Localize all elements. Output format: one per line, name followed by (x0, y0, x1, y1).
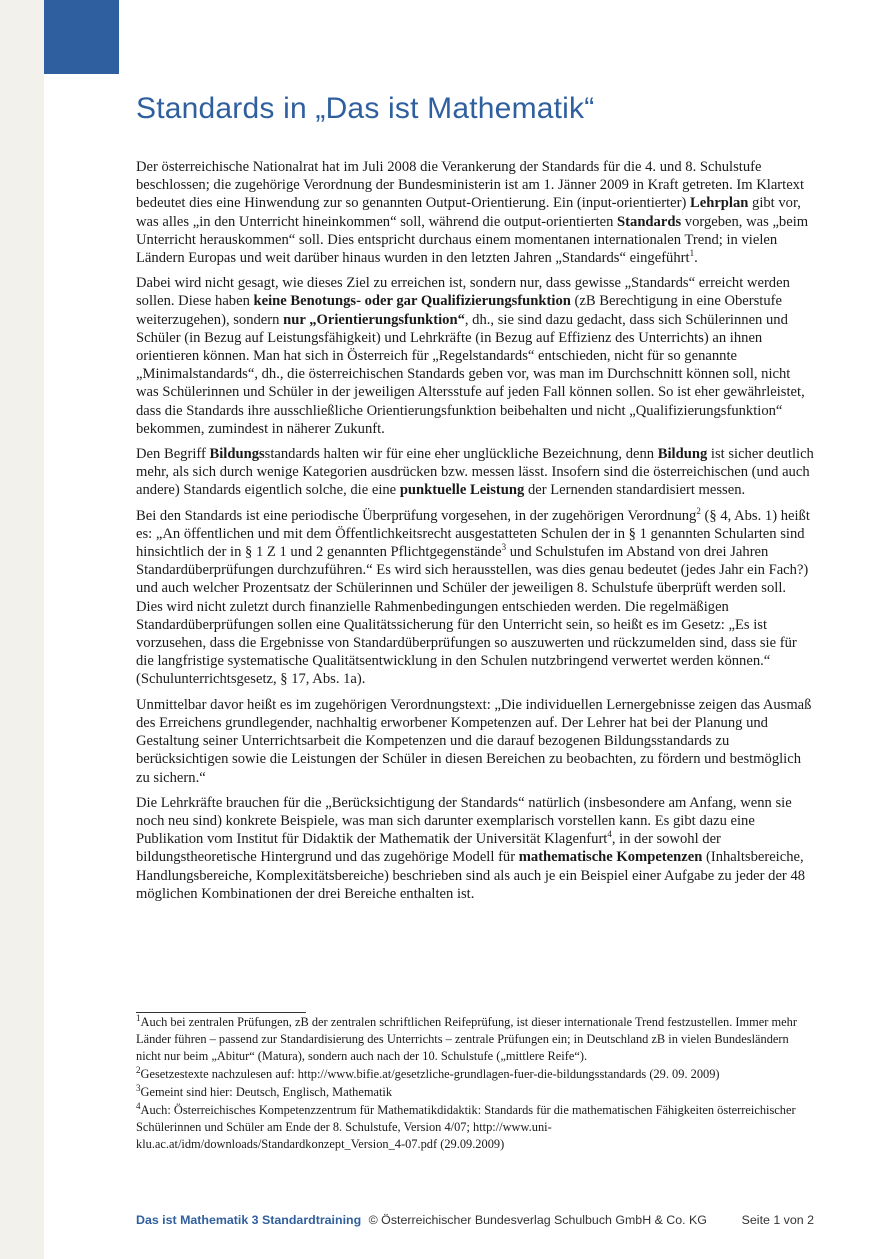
text-run: (§ 4, Abs. 1) heißt es: „An öffentlichen und mit dem Öffentlichkeitsrecht ausgestatteten Schulen der in § 1 genannten Schularten sind hinsichtlich der in § 1 Z 1 und 2 genannten Pflichtgegenstände (136, 507, 810, 561)
text-run: vorgeben, was „beim Unterricht herauskommen“ soll. Dies entspricht durchaus einem momentanen internationalen Trend; in vielen Ländern Europas und weit darüber hinaus wurden in den letzten Jahren „Standards“ eingeführt (136, 213, 809, 267)
text-run: (zB Berechtigung in eine Oberstufe weiterzugehen), sondern (136, 293, 782, 328)
document-body (136, 86, 814, 910)
footnote (136, 1084, 814, 1101)
left-margin-strip (0, 0, 44, 1259)
footnote-text: Gemeint sind hier: Deutsch, Englisch, Mathematik (140, 1085, 393, 1099)
page-title: Standards in „Das ist Mathematik“ (136, 92, 595, 125)
bold-text: nur „Orientierungsfunktion“ (283, 311, 465, 328)
page-footer (136, 1211, 814, 1231)
paragraph-container (136, 158, 814, 903)
bold-text: mathematische Kompetenzen (518, 849, 703, 866)
header-color-tab (44, 0, 119, 74)
text-run: und Schulstufen im Abstand von drei Jahren Standardüberprüfungen durchzuführen.“ Es wird sich herausstellen, was dies genau bedeutet (jedes Jahr ein Fach?) und auch welcher Prozentsatz der Schülerinnen und Schüler der jeweiligen 8. Schulstufe überprüft werden soll. Dies wird nicht zuletzt durch finanzielle Rahmenbedingungen entschieden werden. Die regelmäßigen Standardüberprüfungen sollen eine Qualitätssicherung für den Unterricht sein, so heißt es im Gesetz: „Es ist vorzusehen, dass die Ergebnisse von Standardüberprüfungen so auszuwerten und rückzumelden sind, dass sie für die langfristige systematische Qualitätsentwicklung in den Schulen nutzbringend verwertet werden können.“ (Schulunterrichtsgesetz, § 17, Abs. 1a). (136, 544, 809, 688)
text-run: Den Begriff (136, 446, 210, 463)
bold-text: Bildungs (209, 446, 265, 463)
footnotes (136, 1014, 814, 1153)
text-run: Der österreichische Nationalrat hat im Juli 2008 die Verankerung der Standards für die 4. und 8. Schulstufe beschlossen; die zugehörige Verordnung der Bundesministerin ist am 1. Jänner 2009 in Kraft getreten. Im Klartext bedeutet dies eine Hinwendung zur so genannten Output-Orientierung. Ein (input-orientierter) (136, 159, 805, 212)
text-run: Die Lehrkräfte brauchen für die „Berücksichtigung der Standards“ natürlich (insbesondere am Anfang, wenn sie noch neu sind) konkrete Beispiele, was man sich darunter exemplarisch vorstellen kann. Es gibt dazu eine Publikation vom Institut für Didaktik der Mathematik der Universität Klagenfurt (136, 794, 792, 848)
paragraph (136, 696, 814, 787)
footnote (136, 1014, 814, 1065)
text-run: (Inhaltsbereiche, Handlungsbereiche, Komplexitätsbereiche) beschrieben sind als auch je ein Beispiel einer Aufgabe zu jeder der 48 möglichen Kombinationen der drei Bereiche enthalten ist. (136, 849, 806, 902)
bold-text: Standards (617, 213, 682, 230)
text-run: . (694, 250, 698, 267)
footnote-number: 3 (136, 1082, 141, 1093)
text-run: ist sicher deutlich mehr, als sich durch wenige Kategorien ausdrücken bzw. messen lässt. Insofern sind die österreichischen (und auch andere) Standards eigentlich solche, die eine (136, 446, 814, 499)
footnote-ref: 2 (696, 505, 701, 516)
bold-text: keine Benotungs- oder gar Qualifizierungsfunktion (253, 293, 571, 310)
footnote (136, 1066, 814, 1083)
footnote-text: Auch: Österreichisches Kompetenzzentrum für Mathematikdidaktik: Standards für die mathematischen Fähigkeiten österreichischer Schülerinnen und Schüler am Ende der 8. Schulstufe, Version 4/07; http://www.uni-klu.ac.at/idm/downloads/Standardkonzept_Version_4-07.pdf (29.09.2009) (136, 1103, 796, 1151)
text-run: , dh., sie sind dazu gedacht, dass sich Schülerinnen und Schüler (in Bezug auf Leistungsfähigkeit) und Lehrkräfte (in Bezug auf Effizienz des Unterrichts) an ihnen orientieren können. Man hat sich in Österreich für „Regelstandards“ entschieden, nicht für so genannte „Minimalstandards“, dh., die österreichischen Standards geben vor, was man im Durchschnitt können soll, nicht was Schülerinnen und Schüler in der jeweiligen Altersstufe auf jeden Fall können sollen. So ist eher gewährleistet, dass die Standards ihre ausschließliche Orientierungsfunktion beibehalten und nicht „Qualifizierungsfunktion“ bekommen, zumindest in näherer Zukunft. (136, 311, 805, 437)
page-number: Seite 1 von 2 (741, 1213, 814, 1227)
text-run: Unmittelbar davor heißt es im zugehörigen Verordnungstext: „Die individuellen Lernergebnisse zeigen das Ausmaß des Erreichens grundlegender, nachhaltig erworbener Kompetenzen auf. Der Lehrer hat bei der Planung und Gestaltung seiner Unterrichtsarbeit die Kompetenzen und die darauf bezogenen Bildungsstandards zu berücksichtigen sowie die Leistungen der Schüler in diesen Bereichen zu beobachten, zu fördern und bestmöglich zu sichern.“ (136, 696, 812, 786)
bold-text: Bildung (657, 446, 708, 463)
footnote-ref: 4 (607, 829, 612, 840)
paragraph (136, 507, 814, 689)
footnote-text: Auch bei zentralen Prüfungen, zB der zentralen schriftlichen Reifeprüfung, ist dieser internationale Trend festzustellen. Immer mehr Länder führen – passend zur Standardisierung des Unterrichts – zentrale Prüfungen ein; in Deutschland zB in vielen Bundesländern nicht nur beim „Abitur“ (Matura), sondern auch nach der 10. Schulstufe („mittlere Reife“). (136, 1015, 797, 1063)
footnote-ref: 3 (501, 542, 507, 553)
paragraph (136, 794, 814, 903)
footnote (136, 1102, 814, 1153)
paragraph (136, 158, 814, 267)
paragraph (136, 445, 814, 500)
paragraph (136, 274, 814, 438)
text-run: der Lernenden standardisiert messen. (524, 482, 746, 499)
footnote-separator (136, 1012, 306, 1013)
footnote-number: 4 (136, 1100, 141, 1111)
text-run: Bei den Standards ist eine periodische Überprüfung vorgesehen, in der zugehörigen Verordnung (136, 507, 697, 524)
footnote-number: 1 (136, 1012, 141, 1023)
text-run: standards halten wir für eine eher unglückliche Bezeichnung, denn (264, 446, 658, 463)
text-run: Dabei wird nicht gesagt, wie dieses Ziel zu erreichen ist, sondern nur, dass gewisse „Standards“ erreicht werden sollen. Diese haben (136, 275, 790, 310)
text-run: gibt vor, was alles „in den Unterricht hineinkommen“ soll, während die output-orientierten (136, 195, 801, 230)
bold-text: Lehrplan (690, 195, 749, 212)
text-run: , in der sowohl der bildungstheoretische Hintergrund und das zugehörige Modell für (136, 831, 721, 866)
footnote-text: Gesetzestexte nachzulesen auf: http://www.bifie.at/gesetzliche-grundlagen-fuer-die-bildungsstandards (29. 09. 2009) (140, 1067, 720, 1081)
footer-copyright: © Österreichischer Bundesverlag Schulbuch GmbH & Co. KG (368, 1213, 707, 1227)
footnote-ref: 1 (689, 248, 695, 259)
footnote-number: 2 (136, 1064, 141, 1075)
bold-text: punktuelle Leistung (399, 482, 525, 499)
footer-brand: Das ist Mathematik 3 Standardtraining (136, 1213, 362, 1227)
